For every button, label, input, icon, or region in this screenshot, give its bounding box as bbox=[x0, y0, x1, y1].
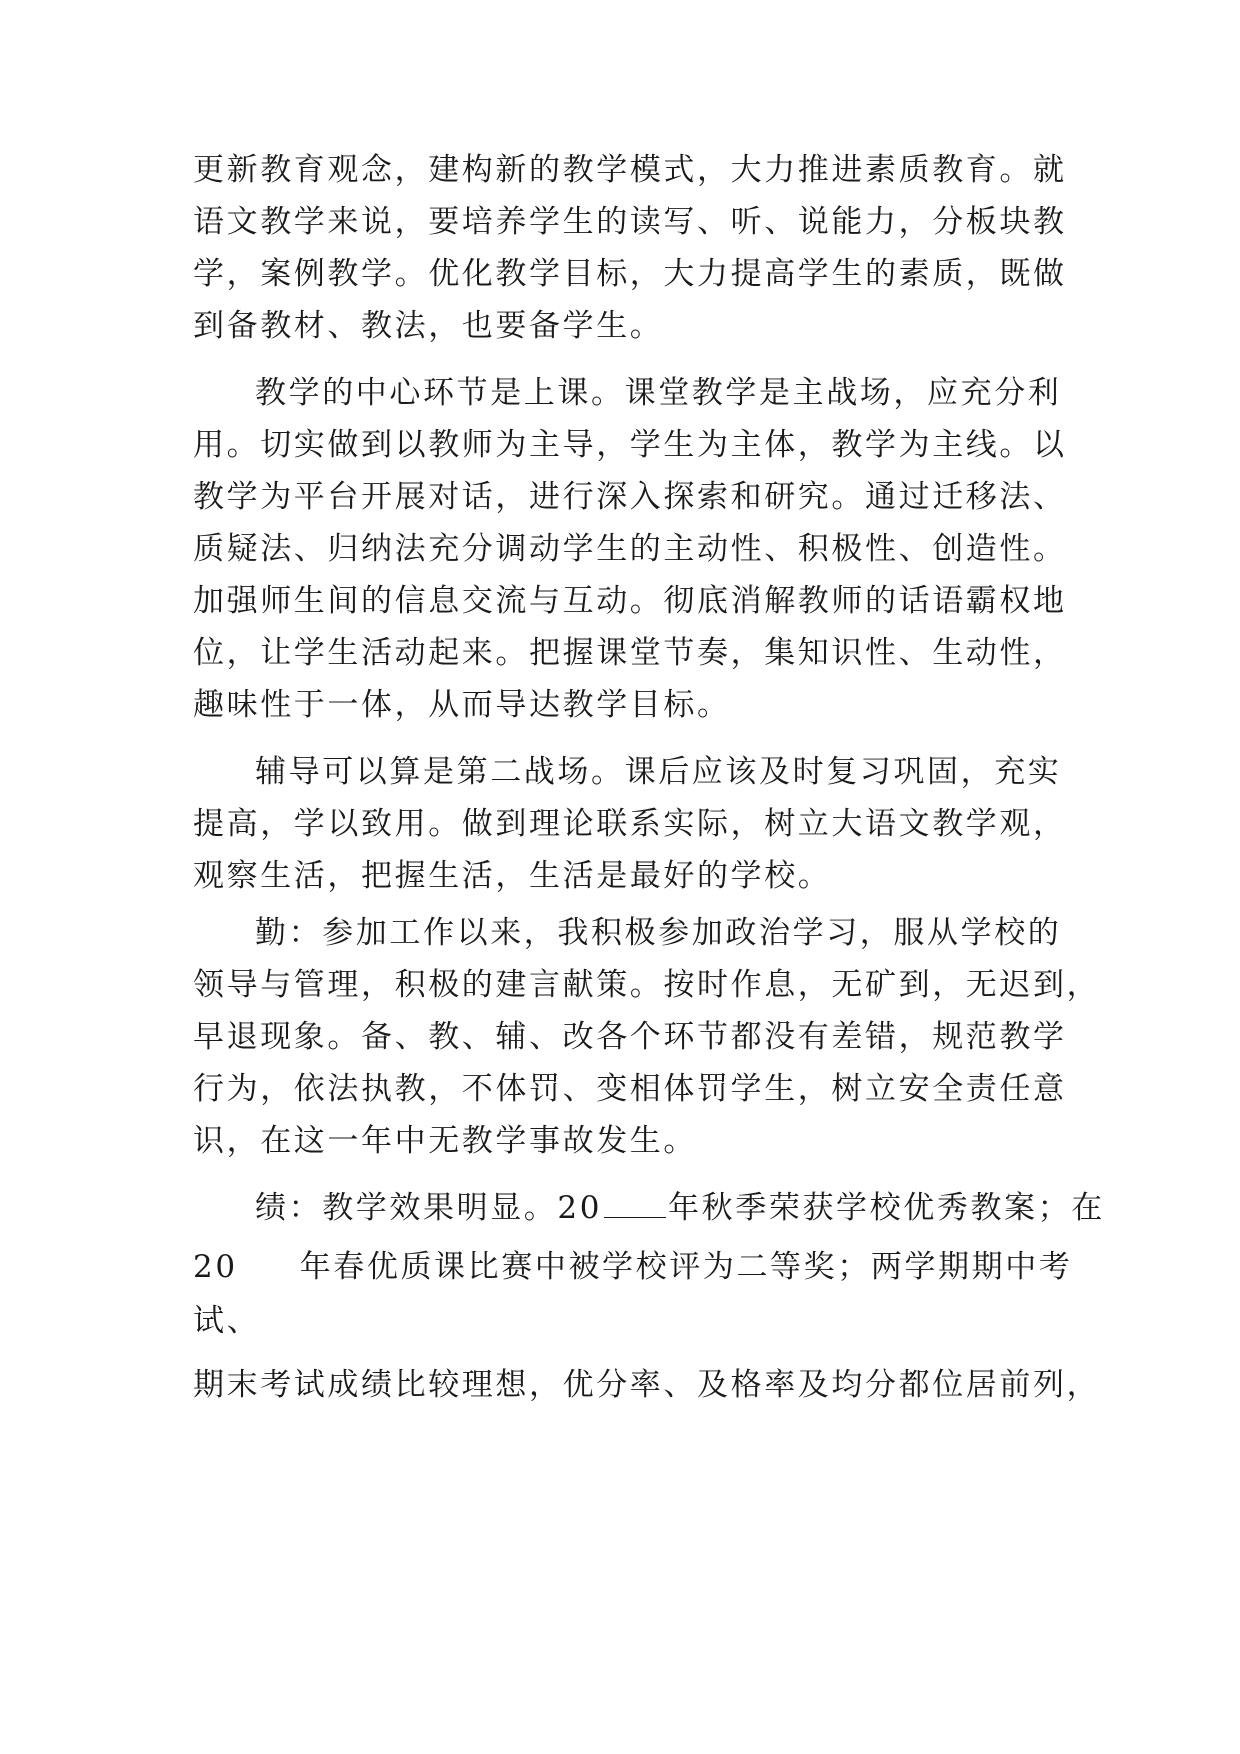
paragraph-line: 观察生活，把握生活，生活是最好的学校。 bbox=[193, 858, 832, 894]
paragraph-line: 趣味性于一体，从而导达教学目标。 bbox=[193, 687, 731, 723]
paragraph-line: 期末考试成绩比较理想，优分率、及格率及均分都位居前列， bbox=[193, 1367, 1101, 1403]
paragraph-line: 勤：参加工作以来，我积极参加政治学习，服从学校的 bbox=[255, 915, 1062, 951]
paragraph-line: 到备教材、教法，也要备学生。 bbox=[193, 308, 664, 344]
line-text: 年春优质课比赛中被学校评为二等奖；两学期期中考 bbox=[299, 1249, 1073, 1285]
paragraph-line: 领导与管理，积极的建言献策。按时作息，无矿到，无迟到， bbox=[193, 967, 1101, 1003]
fill-in-blank bbox=[604, 1191, 666, 1218]
paragraph-line: 教学为平台开展对话，进行深入探索和研究。通过迁移法、 bbox=[193, 479, 1067, 515]
paragraph-line: 行为，依法执教，不体罚、变相体罚学生，树立安全责任意 bbox=[193, 1071, 1067, 1107]
paragraph-line: 提高，学以致用。做到理论联系实际，树立大语文教学观， bbox=[193, 806, 1067, 842]
paragraph-line: 加强师生间的信息交流与互动。彻底消解教师的话语霸权地 bbox=[193, 583, 1067, 619]
paragraph-line: 教学的中心环节是上课。课堂教学是主战场，应充分利 bbox=[255, 375, 1062, 411]
paragraph-line bbox=[255, 1188, 1115, 1228]
paragraph-line: 学，案例教学。优化教学目标，大力提高学生的素质，既做 bbox=[193, 256, 1067, 292]
line-text: 年秋季荣获学校优秀教案；在 bbox=[668, 1190, 1105, 1226]
paragraph-line: 位，让学生活动起来。把握课堂节奏，集知识性、生动性， bbox=[193, 635, 1067, 671]
paragraph-line: 辅导可以算是第二战场。课后应该及时复习巩固，充实 bbox=[255, 754, 1062, 790]
line-text: 绩：教学效果明显。20 bbox=[255, 1190, 603, 1226]
paragraph-line: 语文教学来说，要培养学生的读写、听、说能力，分板块教 bbox=[193, 204, 1067, 240]
paragraph-line: 更新教育观念，建构新的教学模式，大力推进素质教育。就 bbox=[193, 152, 1067, 188]
paragraph-line: 试、 bbox=[193, 1303, 261, 1339]
paragraph-line: 质疑法、归纳法充分调动学生的主动性、积极性、创造性。 bbox=[193, 531, 1067, 567]
paragraph-line: 识，在这一年中无教学事故发生。 bbox=[193, 1123, 697, 1159]
line-text: 20 bbox=[193, 1249, 238, 1285]
paragraph-line: 用。切实做到以教师为主导，学生为主体，教学为主线。以 bbox=[193, 427, 1067, 463]
paragraph-line bbox=[193, 1247, 1073, 1287]
paragraph-line: 早退现象。备、教、辅、改各个环节都没有差错，规范教学 bbox=[193, 1019, 1067, 1055]
